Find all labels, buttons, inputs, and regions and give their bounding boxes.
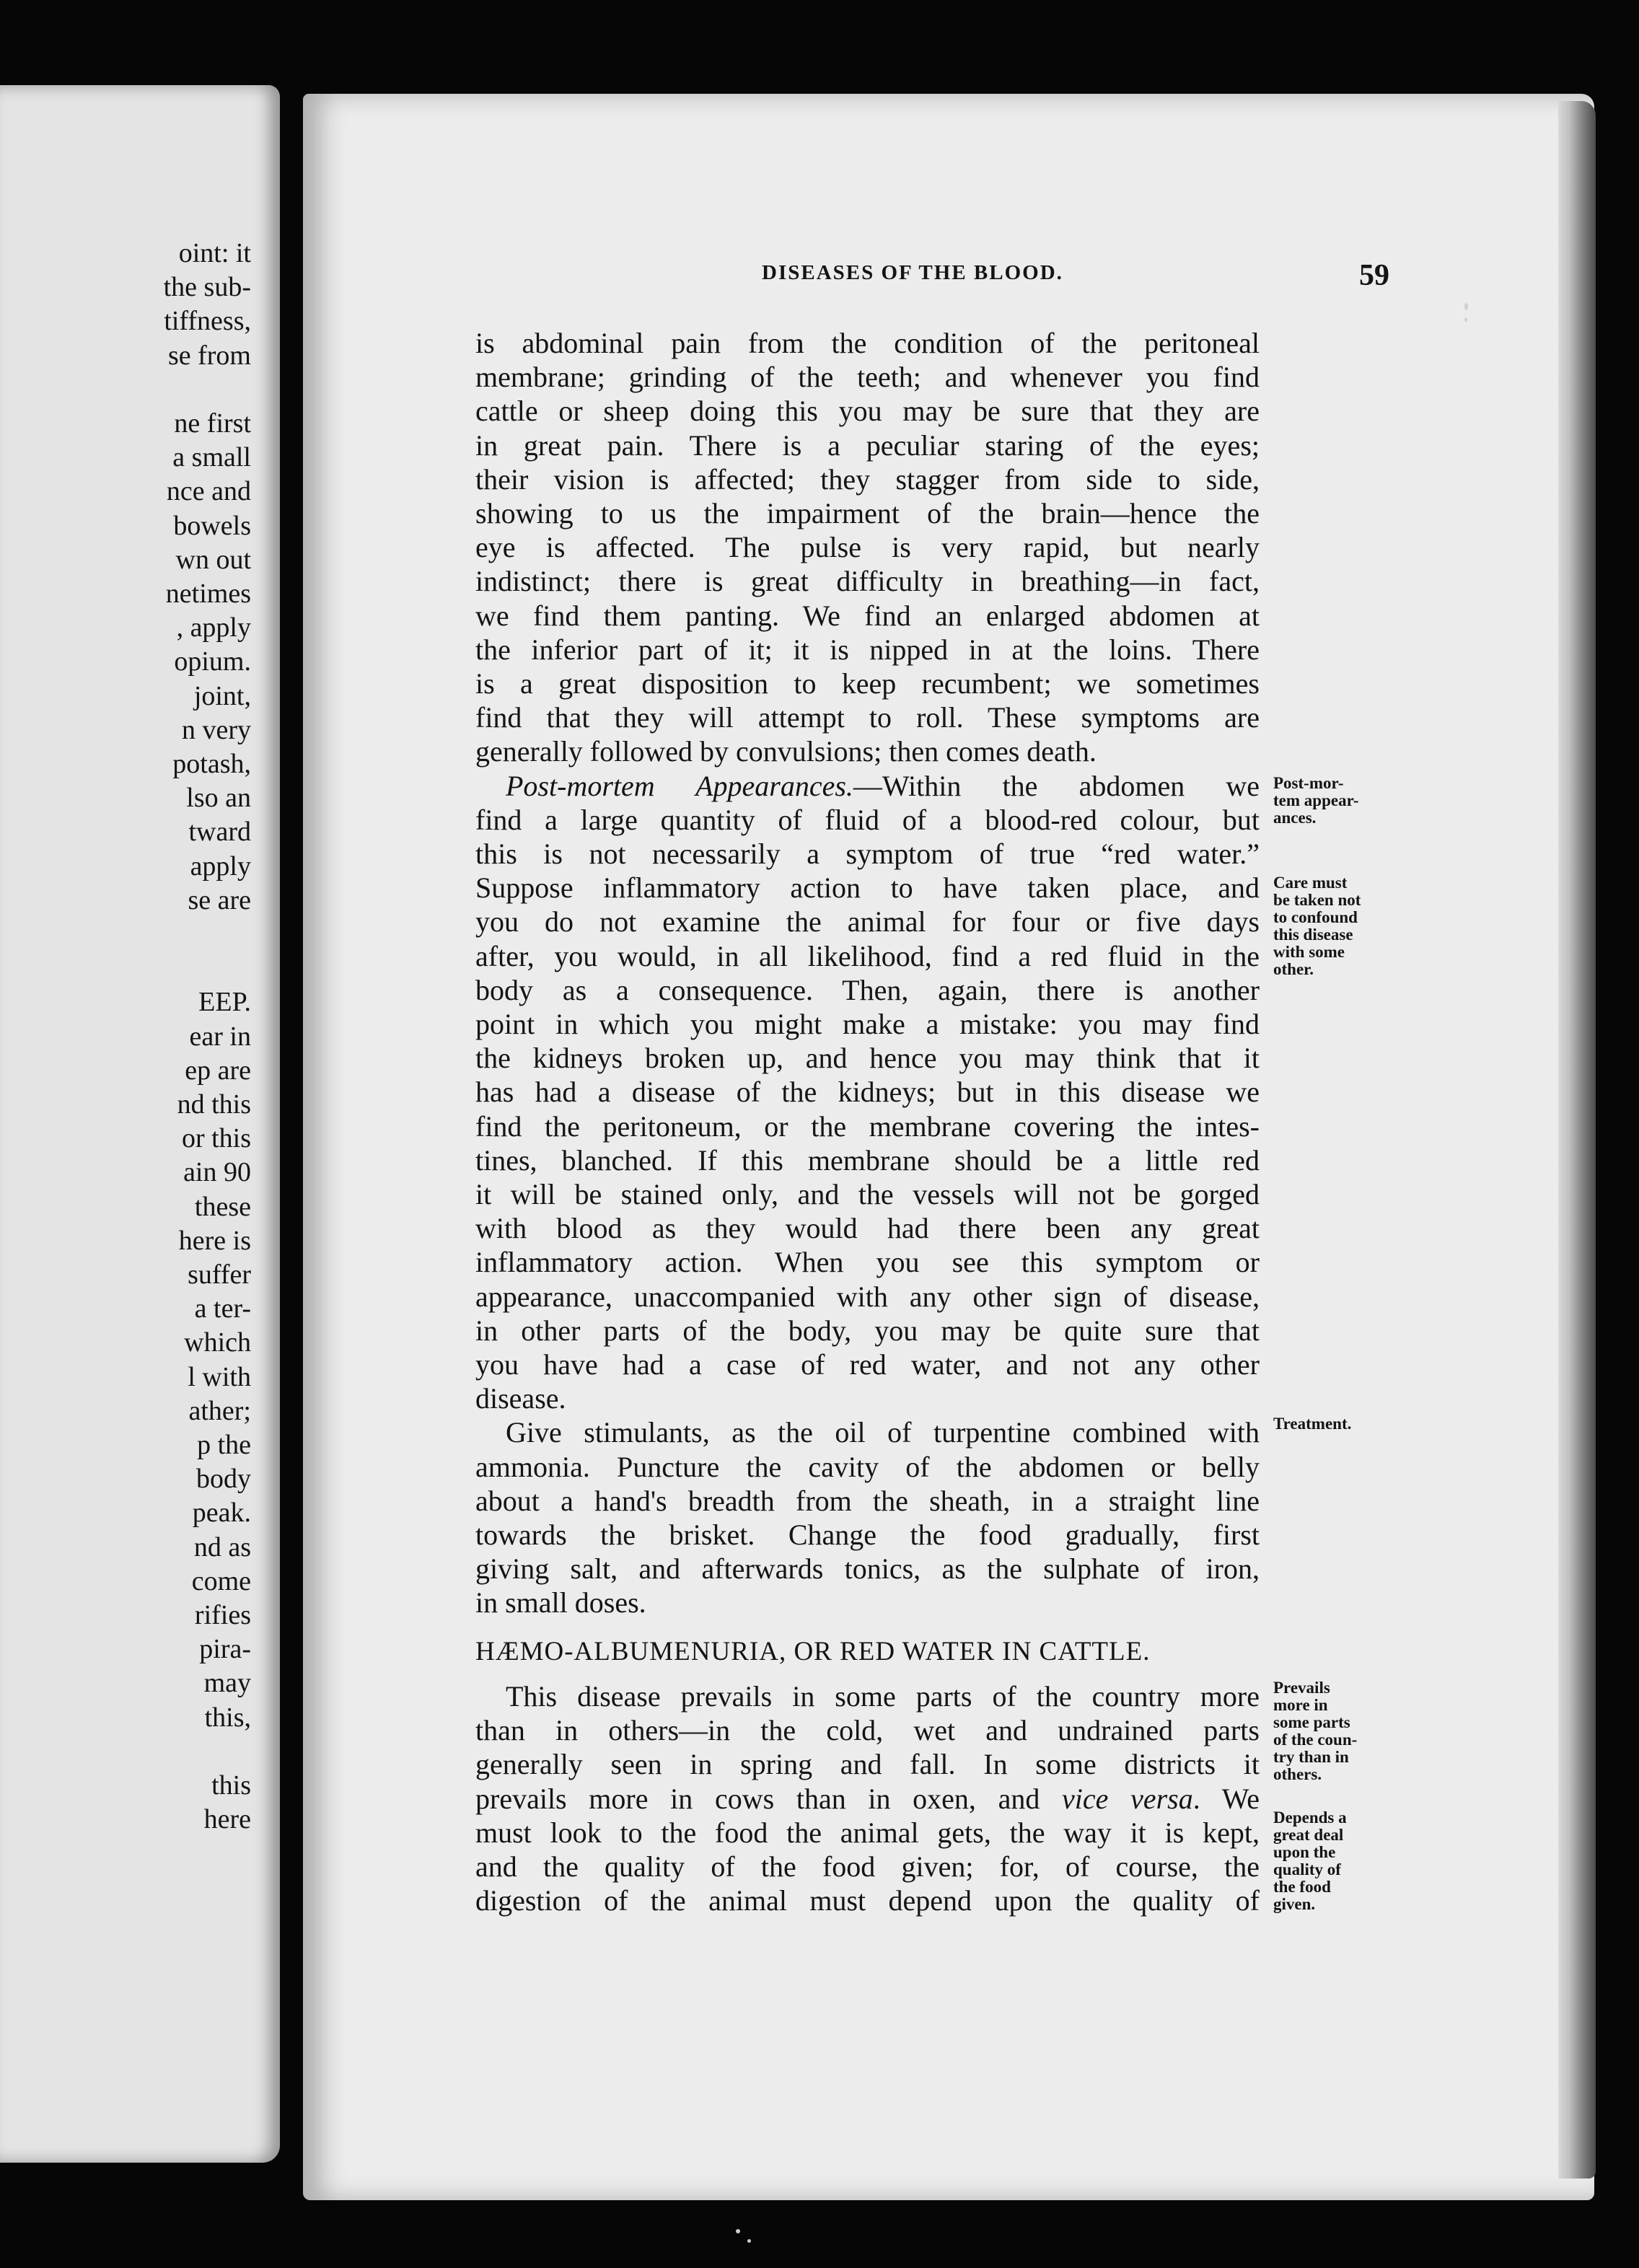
text-line: Suppose inflammatory action to have taken place, and [475,871,1260,905]
facing-page-line: peak. [192,1498,251,1529]
dust-speck [1464,317,1467,322]
facing-page-line: this, [204,1702,251,1733]
facing-page-line: nd this [177,1089,251,1120]
margin-note-line: others. [1273,1765,1322,1783]
text-line: inflammatory action. When you see this symptom or [475,1246,1260,1279]
text-line: indistinct; there is great difficulty in breathing—in fact, [475,565,1260,598]
facing-page-line: pira- [199,1634,251,1665]
facing-page-line: nd as [193,1531,251,1562]
facing-page-line: oint: it [178,238,251,268]
text-line: is a great disposition to keep recumbent; we sometimes [475,667,1260,700]
dust-speck [747,2239,751,2243]
facing-page-line: here is [178,1225,251,1256]
margin-note-line: of the coun- [1273,1731,1358,1749]
text-line: appearance, unaccompanied with any other sign of disease, [475,1280,1260,1313]
text-line: you have had a case of red water, and not any other [475,1348,1260,1381]
text-line: their vision is affected; they stagger from side to side, [475,462,1260,496]
margin-note-line: try than in [1273,1748,1349,1766]
margin-note-line: tem appear- [1273,791,1359,809]
facing-page-line: n very [181,714,251,745]
text-line: disease. [475,1382,566,1415]
text-line: giving salt, and afterwards tonics, as the sulphate of iron, [475,1552,1260,1586]
text-line: with blood as they would had there been any great [475,1212,1260,1245]
margin-note-line: Depends a [1273,1808,1347,1827]
text-line: is abdominal pain from the condition of the peritoneal [475,327,1260,359]
text-line: in small doses. [475,1586,646,1619]
facing-page-line: tiffness, [164,306,251,337]
margin-note-line: other. [1273,960,1314,978]
text-line: in great pain. There is a peculiar staring of the eyes; [475,428,1260,462]
margin-note-line: given. [1273,1895,1316,1913]
margin-note-line: be taken not [1273,891,1361,909]
margin-note-line: quality of [1273,1860,1341,1878]
margin-note-line: Prevails [1273,1679,1330,1697]
facing-page-line: nce and [166,476,251,507]
facing-page-line: potash, [172,749,251,779]
text-line: it will be stained only, and the vessels will not be gorged [475,1178,1260,1210]
text-line: tines, blanched. If this membrane should be a little red [475,1143,1260,1177]
section-text-line: than in others—in the cold, wet and undrained parts [475,1714,1260,1747]
text-line: ammonia. Puncture the cavity of the abdomen or belly [475,1450,1260,1483]
facing-page-line: lso an [186,783,251,814]
dust-speck [1464,303,1468,310]
section-text-line: digestion of the animal must depend upon the quality of [475,1884,1260,1917]
facing-page-line: se from [167,340,251,371]
margin-note [1273,1415,1432,1433]
margin-note-line: Care must [1273,874,1348,892]
page-number: 59 [1359,259,1389,292]
text-line: find a large quantity of fluid of a blood-red colour, but [475,803,1260,836]
margin-note [1273,874,1432,978]
facing-page-line: come [191,1565,251,1596]
section-text-line: prevails more in cows than in oxen, and vice versa. We [475,1782,1260,1815]
margin-note-line: this disease [1273,926,1353,944]
margin-note-line: more in [1273,1696,1328,1714]
facing-page-line: apply [190,850,251,882]
facing-page-line: wn out [175,544,251,575]
margin-note-line: the food [1273,1878,1331,1896]
facing-page-line: body [196,1464,251,1495]
section-heading: HÆMO-ALBUMENURIA, OR RED WATER IN CATTLE. [475,1637,1151,1666]
text-line: cattle or sheep doing this you may be sure that they are [475,395,1260,428]
text-line: has had a disease of the kidneys; but in this disease we [475,1076,1260,1109]
text-line: in other parts of the body, you may be quite sure that [475,1314,1260,1347]
facing-page-line: opium. [174,646,251,677]
margin-note [1273,775,1432,827]
text-line: Give stimulants, as the oil of turpentine combined with [506,1416,1260,1449]
facing-page-line: joint, [193,680,251,711]
section-text-line: and the quality of the food given; for, of course, the [475,1850,1260,1883]
facing-page-line: se are [188,884,251,915]
facing-page-line: the sub- [163,272,251,303]
margin-note-line: Post-mor- [1273,774,1344,792]
text-line: towards the brisket. Change the food gradually, first [475,1518,1260,1551]
section-text-line: generally seen in spring and fall. In some districts it [475,1748,1260,1781]
text-line: find that they will attempt to roll. These symptoms are [475,701,1260,734]
facing-page-line: or this [181,1123,251,1154]
text-line: membrane; grinding of the teeth; and whenever you find [475,361,1260,394]
facing-page-line: l with [188,1361,251,1392]
section-text-line: This disease prevails in some parts of the country more [506,1680,1260,1713]
margin-note-line: to confound [1273,908,1358,926]
facing-page-line: these [194,1191,251,1222]
margin-note-line: upon the [1273,1843,1336,1861]
facing-page-line: EEP. [198,987,251,1018]
text-line: find the peritoneum, or the membrane covering the intes- [475,1109,1260,1143]
facing-page-line: suffer [188,1260,251,1290]
text-line: after, you would, in all likelihood, find a red fluid in the [475,939,1260,972]
facing-page-line: this [211,1770,251,1801]
facing-page-line: may [203,1668,251,1699]
facing-page-line: ather; [188,1395,251,1426]
margin-note-line: some parts [1273,1713,1350,1731]
margin-note [1273,1679,1432,1783]
facing-page-line: ear in [189,1021,251,1052]
margin-note-line: Treatment. [1273,1415,1352,1433]
facing-page-line: tward [188,817,251,848]
facing-page-line: rifies [194,1600,251,1630]
margin-note [1273,1809,1432,1913]
facing-page-line: which [184,1327,251,1358]
facing-page-line: , apply [176,612,251,643]
running-head: DISEASES OF THE BLOOD. [762,261,1063,284]
facing-page-line: bowels [173,510,251,541]
margin-note-line: great deal [1273,1826,1344,1844]
facing-page-line: a ter- [194,1293,251,1324]
text-line: Post-mortem Appearances.—Within the abdomen we [506,769,1260,802]
text-line: this is not necessarily a symptom of true “red water.” [475,838,1260,870]
text-line: showing to us the impairment of the brain—hence the [475,497,1260,529]
dust-speck [736,2229,740,2233]
facing-page-line: ne first [174,408,251,439]
facing-page-line: p the [197,1430,251,1460]
facing-page-line: netimes [165,579,251,609]
text-line: eye is affected. The pulse is very rapid, but nearly [475,531,1260,564]
facing-page-line: here [203,1804,251,1835]
text-line: the kidneys broken up, and hence you may think that it [475,1042,1260,1075]
text-line: body as a consequence. Then, again, there is another [475,973,1260,1006]
facing-page [0,85,280,2163]
text-line: the inferior part of it; it is nipped in at the loins. There [475,633,1260,666]
facing-page-line: ep are [185,1055,251,1086]
section-text-line: must look to the food the animal gets, the way it is kept, [475,1816,1260,1849]
text-line: point in which you might make a mistake: you may find [475,1008,1260,1040]
text-line: you do not examine the animal for four or five days [475,905,1260,939]
margin-note-line: ances. [1273,809,1317,827]
text-line: generally followed by convulsions; then comes death. [475,735,1097,768]
facing-page-line: a small [172,442,251,473]
page-edge [1558,101,1596,2179]
facing-page-line: ain 90 [183,1157,251,1188]
text-line: we find them panting. We find an enlarged abdomen at [475,599,1260,632]
margin-note-line: with some [1273,943,1345,961]
text-line: about a hand's breadth from the sheath, in a straight line [475,1484,1260,1517]
